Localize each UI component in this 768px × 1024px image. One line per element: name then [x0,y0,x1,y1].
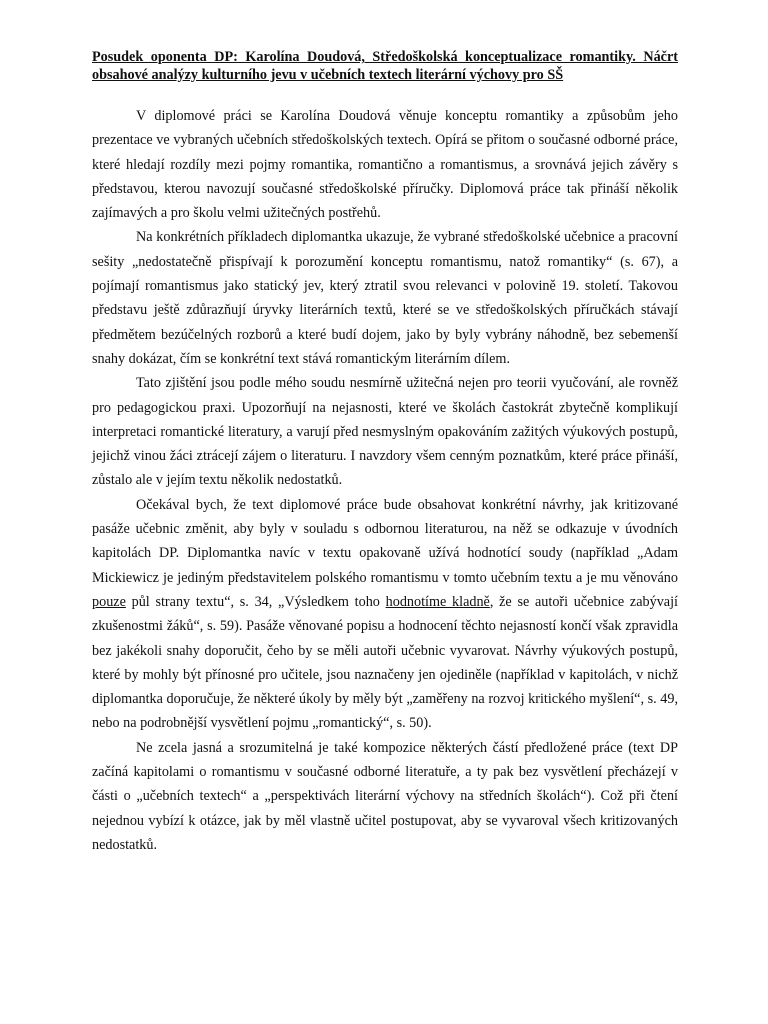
paragraph-4-text-c: , že se autoři učebnice zabývají zkušenostmi žáků“, s. 59). Pasáže věnované popisu a hodnocení těchto nejasností končí však zpravidla bez jakékoli snahy doporučit, čeho by se měli autoři učebnic vyvarovat. Návrhy výukových postupů, které by mohly být přínosné pro učitele, jsou naznačeny jen ojediněle (například v kapitolách, v nichž diplomantka doporučuje, že některé úkoly by měly být „zaměřeny na rozvoj kritického myšlení“, s. 49, nebo na podrobnější vysvětlení pojmu „romantický“, s. 50). [92,593,678,732]
document-title: Posudek oponenta DP: Karolína Doudová, Středoškolská konceptualizace romantiky. Náčrt obsahové analýzy kulturního jevu v učebních textech literární výchovy pro SŠ [92,49,678,83]
paragraph-5: Ne zcela jasná a srozumitelná je také kompozice některých částí předložené práce (text DP začíná kapitolami o romantismu v současné odborné literatuře, a ty pak bez vysvětlení přecházejí v části o „učebních textech“ a „perspektivách literární výchovy na středních školách“). Což při čtení nejednou vybízí k otázce, jak by měl vlastně učitel postupovat, aby se vyvaroval všech kritizovaných nedostatků. [92,739,678,853]
paragraph-3: Tato zjištění jsou podle mého soudu nesmírně užitečná nejen pro teorii vyučování, ale rovněž pro pedagogickou praxi. Upozorňují na nejasnosti, které ve školách častokrát zbytečně komplikují interpretaci romantické literatury, a varují před nesmyslným opakováním zažitých výukových postupů, jejichž vinou žáci ztrácejí zájem o literaturu. I navzdory všem cenným poznatkům, které práce přináší, zůstalo ale v jejím textu několik nedostatků. [92,375,678,489]
paragraph-2: Na konkrétních příkladech diplomantka ukazuje, že vybrané středoškolské učebnice a pracovní sešity „nedostatečně přispívají k porozumění konceptu romantismu, natož romantiky“ (s. 67), a pojímají romantismus jako statický jev, který ztratil svou relevanci v polovině 19. století. Takovou představu ještě zdůrazňují úryvky literárních textů, které se ve středoškolských příručkách stávají předmětem bezúčelných rozborů a které budí dojem, jako by byly vybrány náhodně, bez sebemenší snahy dokázat, čím se konkrétní text stává romantickým literárním dílem. [92,229,678,367]
paragraph-1: V diplomové práci se Karolína Doudová věnuje konceptu romantiky a způsobům jeho prezentace ve vybraných učebních středoškolských textech. Opírá se přitom o současné odborné práce, které hledají rozdíly mezi pojmy romantika, romantično a romantismus, a srovnává jejich závěry s představou, kterou navozují současné středoškolské příručky. Diplomová práce tak přináší několik zajímavých a pro školu velmi užitečných postřehů. [92,108,678,222]
paragraph-4 [92,493,678,736]
document-page [92,48,678,857]
underlined-phrase-hodnotime-kladne: hodnotíme kladně [385,593,490,610]
paragraph-4-text-b: půl strany textu“, s. 34, „Výsledkem toho [125,593,386,610]
underlined-word-pouze: pouze [92,593,126,610]
paragraph-4-text-a: Očekával bych, že text diplomové práce bude obsahovat konkrétní návrhy, jak kritizované pasáže učebnic změnit, aby byly v souladu s odbornou literaturou, na něž se odkazuje v úvodních kapitolách DP. Diplomantka navíc v textu opakovaně užívá hodnotící soudy (například „Adam Mickiewicz je jediným představitelem polského romantismu v tomto učebním textu a je mu věnováno [92,496,678,586]
